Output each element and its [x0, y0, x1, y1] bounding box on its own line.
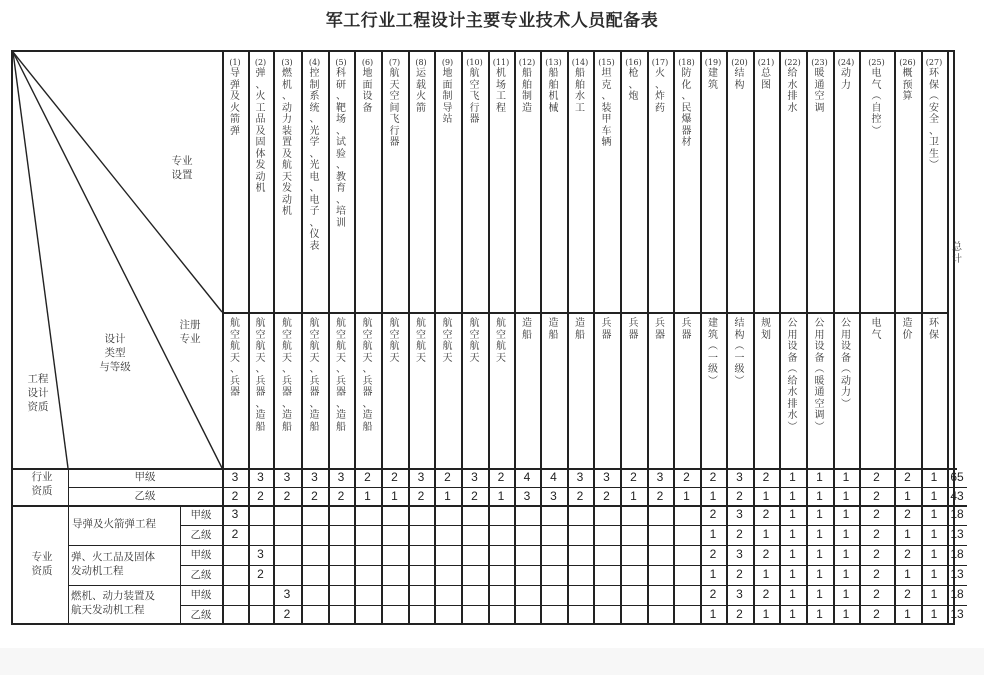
- cell-value: 2: [873, 489, 880, 503]
- column-header-specialty: 船 舶 制 造: [522, 68, 532, 114]
- grade-label: 乙级: [134, 490, 156, 502]
- cell-value: 2: [603, 489, 610, 503]
- cell-value: 1: [842, 507, 850, 521]
- cell-value: 3: [736, 507, 743, 521]
- cell-value: 2: [709, 507, 717, 521]
- row-total: 65: [950, 470, 964, 484]
- cell-value: 1: [683, 489, 690, 503]
- column-header-registered: 航 空 航 天 、 兵 器 、 造 船: [255, 318, 266, 433]
- column-header-specialty: 坦 克 、 装 甲 车 辆: [601, 68, 612, 148]
- cell-value: 2: [283, 607, 291, 621]
- cell-value: 1: [930, 489, 938, 503]
- cell-value: 2: [873, 547, 880, 561]
- column-number: (7): [388, 58, 401, 67]
- cell-value: 1: [709, 607, 717, 621]
- column-header-registered: 航 空 航 天: [469, 318, 480, 364]
- cell-value: 2: [417, 489, 425, 503]
- cell-value: 1: [930, 607, 938, 621]
- cell-value: 3: [736, 547, 743, 561]
- column-number: (26): [899, 58, 916, 67]
- column-header-registered: 航 空 航 天: [389, 318, 400, 364]
- cell-value: 3: [523, 489, 531, 503]
- cell-value: 3: [231, 470, 239, 484]
- cell-value: 2: [762, 470, 770, 484]
- row-total: 13: [950, 567, 964, 581]
- cell-value: 4: [523, 470, 531, 484]
- cell-value: 3: [257, 470, 264, 484]
- column-number: (25): [868, 58, 885, 67]
- column-number: (4): [308, 58, 321, 67]
- cell-value: 2: [904, 587, 911, 601]
- group-label-industry: 行业 资质: [31, 471, 53, 497]
- cell-value: 2: [283, 489, 291, 503]
- column-header-specialty: 电 气 ︵ 自 控 ︶: [871, 68, 882, 137]
- column-number: (1): [229, 58, 241, 67]
- design-type-label: 弹、火工品及固体 发动机工程: [71, 551, 155, 577]
- cell-value: 2: [364, 470, 371, 484]
- cell-value: 1: [709, 527, 717, 541]
- cell-value: 2: [337, 489, 345, 503]
- cell-value: 2: [231, 489, 239, 503]
- column-number: (12): [518, 58, 536, 67]
- cell-value: 1: [816, 587, 823, 601]
- column-header-registered: 兵 器: [681, 318, 692, 341]
- cell-value: 1: [816, 607, 823, 621]
- column-header-specialty: 火 、 炸 药: [655, 68, 665, 114]
- column-header-specialty: 暖 通 空 调: [814, 68, 825, 114]
- column-number: (21): [757, 58, 775, 67]
- cell-value: 1: [816, 567, 823, 581]
- cell-value: 3: [550, 489, 557, 503]
- column-header-specialty: 科 研 、 靶 场 、 试 验 、 教 育 、 培 训: [336, 68, 346, 229]
- column-header-registered: 航 空 航 天: [416, 318, 426, 364]
- cell-value: 2: [656, 489, 664, 503]
- cell-value: 2: [736, 489, 743, 503]
- page-title: 军工行业工程设计主要专业技术人员配备表: [325, 11, 659, 31]
- cell-value: 1: [842, 607, 850, 621]
- grade-label: 乙级: [190, 529, 212, 541]
- cell-value: 1: [842, 587, 850, 601]
- cell-value: 1: [842, 470, 850, 484]
- column-header-specialty: 航 天 空 间 飞 行 器: [389, 68, 400, 148]
- column-number: (13): [545, 58, 562, 67]
- cell-value: 1: [930, 587, 938, 601]
- design-type-label: 导弹及火箭弹工程: [72, 518, 156, 530]
- cell-value: 2: [873, 507, 880, 521]
- column-header-specialty: 地 面 设 备: [362, 68, 373, 114]
- cell-value: 3: [736, 587, 743, 601]
- cell-value: 3: [603, 470, 610, 484]
- grade-label: 乙级: [190, 609, 212, 621]
- cell-value: 3: [283, 470, 291, 484]
- column-header-registered: 兵 器: [655, 318, 665, 341]
- column-header-specialty: 控 制 系 统 、 光 学 、 光 电 、 电 子 、 仪 表: [309, 68, 320, 252]
- column-header-specialty: 导 弹 及 火 箭 弹: [230, 68, 240, 137]
- grade-label: 甲级: [190, 509, 212, 521]
- cell-value: 3: [417, 470, 425, 484]
- column-header-specialty: 地 面 制 导 站: [442, 68, 453, 125]
- cell-value: 2: [904, 507, 911, 521]
- cell-value: 1: [630, 489, 637, 503]
- grade-label: 甲级: [190, 549, 212, 561]
- column-header-specialty: 航 空 飞 行 器: [469, 68, 480, 125]
- column-header-registered: 环 保: [929, 318, 939, 341]
- cell-value: 2: [762, 587, 770, 601]
- cell-value: 2: [471, 489, 478, 503]
- cell-value: 1: [497, 489, 505, 503]
- column-header-registered: 造 船: [522, 318, 532, 341]
- column-header-specialty: 结 构: [734, 68, 745, 91]
- column-header-registered: 航 空 航 天 、 兵 器 、 造 船: [282, 318, 292, 433]
- grade-label: 乙级: [190, 569, 212, 581]
- column-header-registered: 公 用 设 备 ︵ 给 水 排 水 ︶: [787, 318, 798, 433]
- column-header-specialty: 船 舶 机 械: [548, 68, 559, 114]
- grade-label: 甲级: [190, 589, 212, 601]
- grade-label: 甲级: [134, 471, 156, 483]
- column-number: (27): [925, 58, 943, 67]
- cell-value: 2: [736, 607, 743, 621]
- column-header-specialty: 船 舶 水 工: [575, 68, 585, 114]
- cell-value: 2: [391, 470, 398, 484]
- cell-value: 1: [789, 527, 796, 541]
- column-header-specialty: 防 化 、 民 爆 器 材: [681, 68, 692, 148]
- cell-value: 2: [736, 527, 743, 541]
- corner-label-specialty-setting: 专业 设置: [171, 155, 193, 181]
- cell-value: 2: [709, 547, 717, 561]
- cell-value: 2: [904, 470, 911, 484]
- column-number: (24): [837, 58, 855, 67]
- cell-value: 1: [762, 527, 770, 541]
- cell-value: 1: [842, 547, 850, 561]
- column-number: (2): [254, 58, 267, 67]
- cell-value: 1: [444, 489, 451, 503]
- cell-value: 3: [656, 470, 664, 484]
- column-number: (20): [731, 58, 748, 67]
- column-header-specialty: 建 筑: [708, 68, 718, 91]
- row-total: 13: [950, 607, 964, 621]
- column-number: (22): [784, 58, 801, 67]
- group-label-specialty: 专业 资质: [31, 551, 53, 577]
- column-header-registered: 电 气: [871, 318, 882, 341]
- cell-value: 1: [816, 527, 823, 541]
- page-bottom-margin: [0, 648, 984, 675]
- cell-value: 1: [816, 470, 823, 484]
- cell-value: 2: [762, 507, 770, 521]
- column-number: (10): [466, 58, 483, 67]
- column-header-specialty: 给 水 排 水: [787, 68, 798, 114]
- cell-value: 2: [904, 547, 911, 561]
- column-header-specialty: 燃 机 、 动 力 装 置 及 航 天 发 动 机: [282, 68, 292, 217]
- cell-value: 1: [904, 567, 911, 581]
- cell-value: 2: [683, 470, 690, 484]
- staffing-table: [11, 50, 964, 625]
- cell-value: 1: [842, 567, 850, 581]
- cell-value: 1: [930, 567, 938, 581]
- column-number: (5): [335, 58, 347, 67]
- column-header-registered: 兵 器: [628, 318, 639, 341]
- cell-value: 1: [904, 607, 911, 621]
- column-header-specialty: 运 载 火 箭: [416, 68, 426, 114]
- column-number: (11): [492, 58, 510, 67]
- cell-value: 2: [311, 489, 318, 503]
- cell-value: 3: [311, 470, 318, 484]
- cell-value: 1: [789, 607, 796, 621]
- column-header-specialty: 概 预 算: [902, 68, 913, 102]
- row-total: 13: [950, 527, 964, 541]
- cell-value: 2: [257, 489, 264, 503]
- column-header-registered: 造 船: [575, 318, 585, 341]
- column-header-registered: 造 船: [548, 318, 559, 341]
- cell-value: 1: [762, 607, 770, 621]
- cell-value: 1: [930, 547, 938, 561]
- column-header-registered: 航 空 航 天: [496, 318, 506, 364]
- cell-value: 2: [873, 527, 880, 541]
- cell-value: 2: [257, 567, 264, 581]
- column-number: (6): [361, 58, 374, 67]
- cell-value: 1: [930, 527, 938, 541]
- cell-value: 3: [576, 470, 584, 484]
- column-number: (23): [811, 58, 828, 67]
- cell-value: 2: [630, 470, 637, 484]
- cell-value: 1: [930, 507, 938, 521]
- cell-value: 1: [709, 489, 717, 503]
- cell-value: 1: [930, 470, 938, 484]
- corner-label-design-type-grade: 设计 类型 与等级: [99, 333, 131, 373]
- column-number: (8): [415, 58, 427, 67]
- cell-value: 3: [283, 587, 291, 601]
- cell-value: 3: [231, 507, 239, 521]
- cell-value: 2: [576, 489, 584, 503]
- cell-value: 1: [816, 507, 823, 521]
- cell-value: 1: [789, 587, 796, 601]
- cell-value: 2: [444, 470, 451, 484]
- cell-value: 1: [816, 489, 823, 503]
- cell-value: 1: [789, 470, 796, 484]
- column-header-registered: 航 空 航 天 、 兵 器 、 造 船: [362, 318, 373, 433]
- column-header-registered: 航 空 航 天 、 兵 器: [230, 318, 240, 398]
- cell-value: 1: [842, 489, 850, 503]
- column-header-registered: 建 筑 ︵ 一 级 ︶: [708, 318, 718, 387]
- cell-value: 1: [789, 567, 796, 581]
- column-header-specialty: 总 图: [761, 68, 771, 91]
- row-total: 18: [950, 587, 964, 601]
- column-header-specialty: 弹 、 火 工 品 及 固 体 发 动 机: [255, 68, 266, 194]
- column-header-registered: 航 空 航 天 、 兵 器 、 造 船: [336, 318, 346, 433]
- cell-value: 3: [337, 470, 345, 484]
- column-header-registered: 公 用 设 备 ︵ 动 力 ︶: [841, 318, 851, 410]
- cell-value: 1: [904, 489, 911, 503]
- column-header-specialty: 枪 、 炮: [628, 68, 639, 102]
- corner-label-qualification: 工程 设计 资质: [27, 373, 49, 413]
- corner-label-registered-specialty: 注册 专业: [179, 319, 201, 345]
- column-number: (18): [678, 58, 695, 67]
- column-number: (14): [571, 58, 589, 67]
- column-number: (15): [598, 58, 615, 67]
- column-header-registered: 结 构 ︵ 一 级 ︶: [734, 318, 745, 387]
- column-number: (16): [625, 58, 642, 67]
- row-total: 18: [950, 507, 964, 521]
- cell-value: 1: [762, 489, 770, 503]
- cell-value: 2: [873, 587, 880, 601]
- cell-value: 3: [471, 470, 478, 484]
- cell-value: 1: [789, 489, 796, 503]
- cell-value: 2: [497, 470, 505, 484]
- cell-value: 2: [231, 527, 239, 541]
- column-header-registered: 航 空 航 天 、 兵 器 、 造 船: [309, 318, 320, 433]
- cell-value: 1: [762, 567, 770, 581]
- column-header-specialty: 环 保 ︵ 安 全 、 卫 生 ︶: [929, 68, 939, 171]
- column-header-specialty: 动 力: [841, 68, 851, 91]
- cell-value: 2: [709, 470, 717, 484]
- cell-value: 2: [873, 470, 880, 484]
- row-total: 43: [950, 489, 964, 503]
- cell-value: 2: [873, 607, 880, 621]
- cell-value: 1: [789, 507, 796, 521]
- cell-value: 3: [736, 470, 743, 484]
- column-header-specialty: 机 场 工 程: [496, 68, 506, 114]
- column-number: (3): [281, 58, 293, 67]
- cell-value: 3: [257, 547, 264, 561]
- column-header-registered: 航 空 航 天: [442, 318, 453, 364]
- cell-value: 1: [391, 489, 398, 503]
- cell-value: 2: [736, 567, 743, 581]
- column-header-registered: 规 划: [761, 318, 771, 341]
- cell-value: 1: [364, 489, 371, 503]
- column-number: (9): [441, 58, 454, 67]
- cell-value: 1: [709, 567, 717, 581]
- cell-value: 2: [762, 547, 770, 561]
- cell-value: 1: [816, 547, 823, 561]
- cell-value: 1: [789, 547, 796, 561]
- column-header-registered: 造 价: [902, 318, 913, 341]
- cell-value: 1: [842, 527, 850, 541]
- column-number: (19): [704, 58, 722, 67]
- column-header-total: 总 计: [952, 242, 962, 265]
- cell-value: 2: [873, 567, 880, 581]
- column-header-registered: 公 用 设 备 ︵ 暖 通 空 调 ︶: [814, 318, 825, 433]
- cell-value: 2: [709, 587, 717, 601]
- cell-value: 1: [904, 527, 911, 541]
- column-number: (17): [651, 58, 669, 67]
- column-header-registered: 兵 器: [601, 318, 612, 341]
- row-total: 18: [950, 547, 964, 561]
- cell-value: 4: [550, 470, 557, 484]
- design-type-label: 燃机、动力装置及 航天发动机工程: [71, 590, 155, 616]
